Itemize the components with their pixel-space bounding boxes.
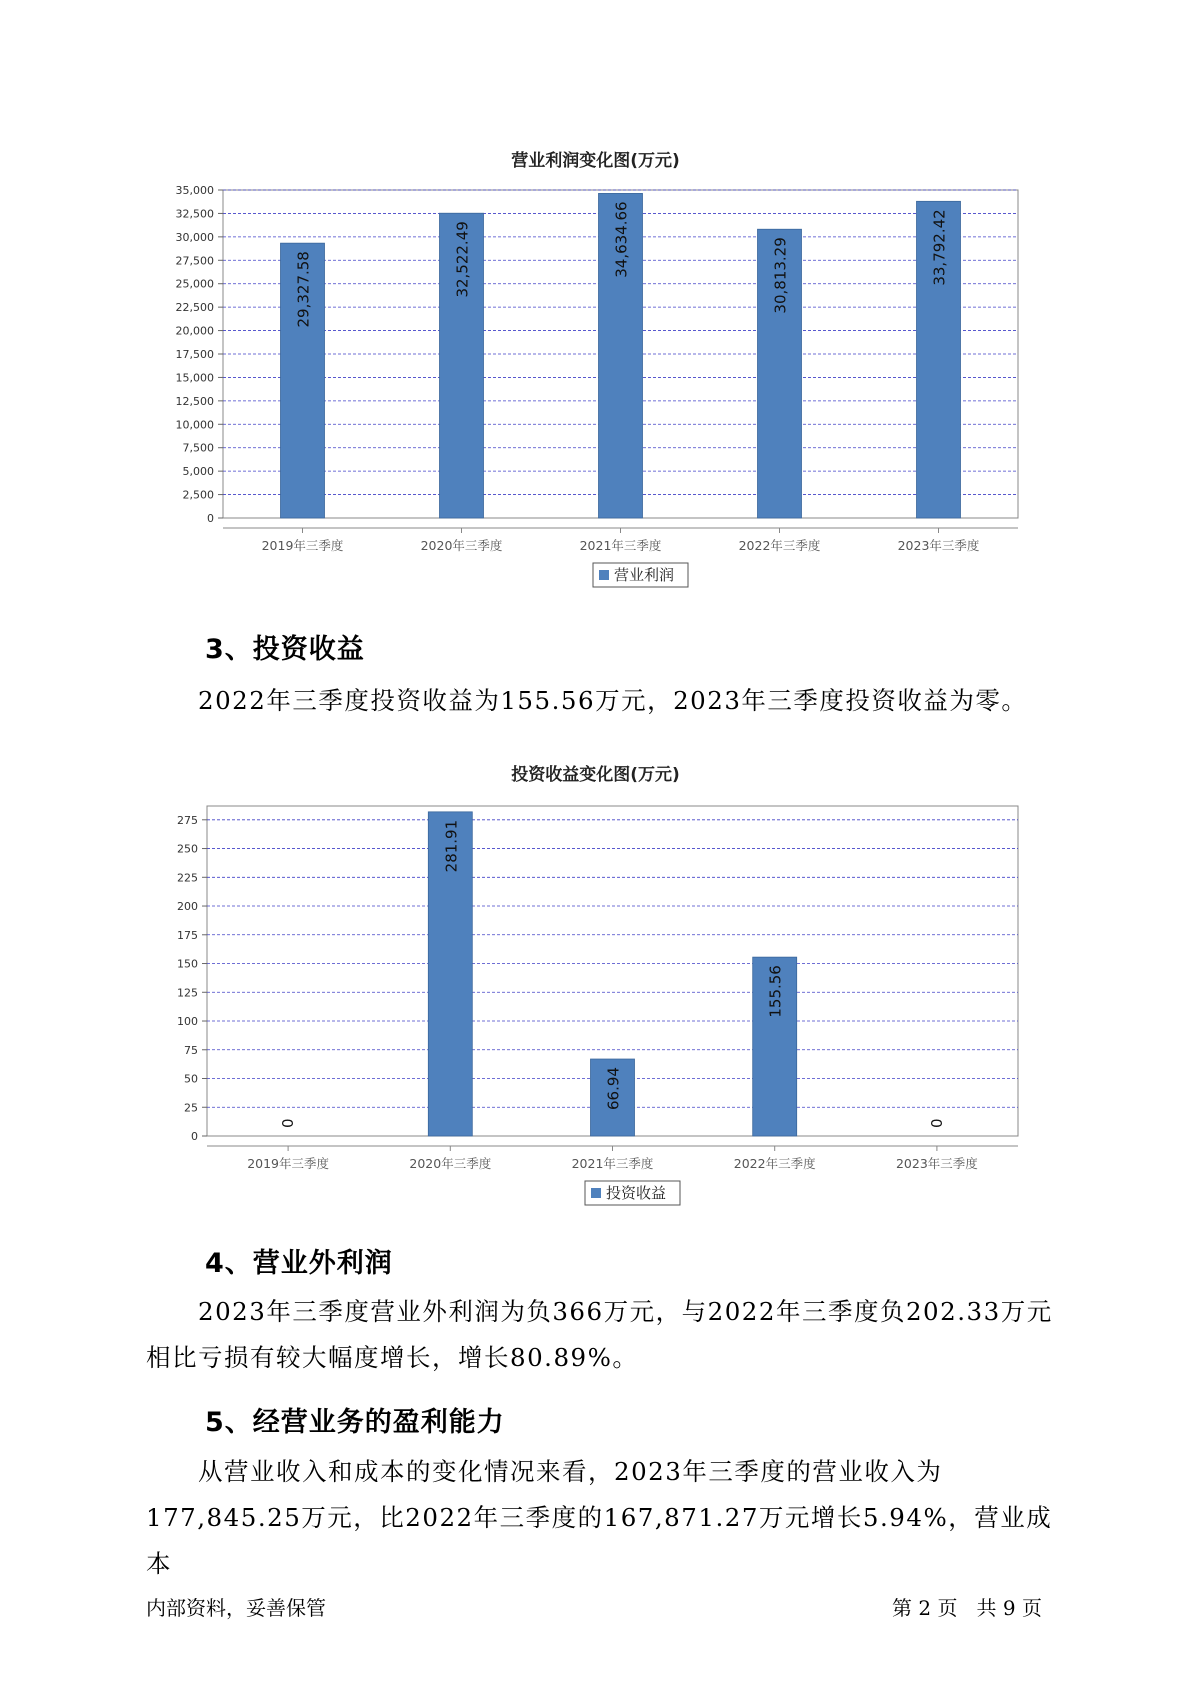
heading-non-operating-profit: 4、营业外利润 bbox=[205, 1248, 393, 1279]
heading-investment-income: 3、投资收益 bbox=[205, 634, 365, 665]
y-tick-label: 175 bbox=[177, 928, 198, 942]
non-operating-line-1: 2023年三季度营业外利润为负366万元，与2022年三季度负202.33万元 bbox=[198, 1297, 1053, 1326]
x-tick-label: 2022年三季度 bbox=[733, 1156, 816, 1171]
y-tick-label: 25,000 bbox=[175, 277, 214, 291]
y-tick-label: 5,000 bbox=[182, 465, 214, 479]
legend-label: 投资收益 bbox=[606, 1184, 667, 1202]
y-tick-label: 50 bbox=[184, 1072, 198, 1086]
x-tick-label: 2023年三季度 bbox=[897, 538, 980, 553]
y-tick-label: 17,500 bbox=[175, 348, 214, 361]
y-tick-label: 22,500 bbox=[175, 301, 214, 315]
y-tick-label: 0 bbox=[191, 1130, 198, 1143]
data-label: 155.56 bbox=[766, 965, 785, 1018]
y-tick-label: 25 bbox=[184, 1101, 198, 1115]
x-tick-label: 2023年三季度 bbox=[895, 1156, 978, 1171]
investment-income-text: 2022年三季度投资收益为155.56万元，2023年三季度投资收益为零。 bbox=[198, 686, 1028, 715]
y-tick-label: 200 bbox=[177, 900, 198, 914]
y-tick-label: 250 bbox=[177, 842, 198, 856]
y-tick-label: 35,000 bbox=[175, 184, 214, 197]
profitability-line-1: 从营业收入和成本的变化情况来看，2023年三季度的营业收入为 bbox=[198, 1457, 943, 1486]
y-tick-label: 30,000 bbox=[175, 230, 214, 244]
legend-swatch bbox=[599, 570, 609, 580]
paragraph-investment-income bbox=[146, 678, 1066, 724]
y-tick-label: 100 bbox=[177, 1015, 198, 1029]
legend-swatch bbox=[591, 1188, 601, 1198]
x-tick-label: 2021年三季度 bbox=[579, 538, 662, 553]
data-label: 66.94 bbox=[604, 1067, 623, 1110]
operating-profit-chart bbox=[0, 170, 1191, 590]
x-tick-label: 2019年三季度 bbox=[261, 538, 344, 553]
data-label: 0 bbox=[279, 1118, 298, 1128]
heading-profitability: 5、经营业务的盈利能力 bbox=[205, 1407, 505, 1438]
x-tick-label: 2021年三季度 bbox=[571, 1156, 654, 1171]
footer-page-number: 第 2 页 共 9 页 bbox=[892, 1596, 1042, 1620]
paragraph-profitability bbox=[146, 1449, 1066, 1587]
legend-label: 营业利润 bbox=[614, 566, 675, 584]
profitability-line-2: 177,845.25万元，比2022年三季度的167,871.27万元增长5.94%，营业成本 bbox=[146, 1503, 1053, 1578]
y-tick-label: 125 bbox=[177, 986, 198, 1000]
x-tick-label: 2022年三季度 bbox=[738, 538, 821, 553]
y-tick-label: 15,000 bbox=[175, 371, 214, 385]
y-tick-label: 275 bbox=[177, 813, 198, 827]
y-tick-label: 2,500 bbox=[182, 488, 214, 502]
y-tick-label: 0 bbox=[207, 512, 214, 525]
y-tick-label: 12,500 bbox=[175, 394, 214, 408]
x-tick-label: 2020年三季度 bbox=[409, 1156, 492, 1171]
data-label: 29,327.58 bbox=[294, 251, 313, 328]
y-tick-label: 150 bbox=[177, 957, 198, 971]
y-tick-label: 10,000 bbox=[175, 418, 214, 432]
data-label: 33,792.42 bbox=[930, 209, 949, 286]
non-operating-line-2: 相比亏损有较大幅度增长，增长80.89%。 bbox=[146, 1343, 639, 1372]
y-tick-label: 20,000 bbox=[175, 324, 214, 338]
data-label: 0 bbox=[927, 1118, 946, 1128]
y-tick-label: 225 bbox=[177, 871, 198, 885]
data-label: 281.91 bbox=[442, 819, 461, 873]
y-tick-label: 75 bbox=[184, 1043, 198, 1057]
x-tick-label: 2019年三季度 bbox=[247, 1156, 330, 1171]
y-tick-label: 7,500 bbox=[182, 441, 214, 455]
investment-income-chart bbox=[0, 790, 1191, 1210]
legend bbox=[593, 563, 688, 587]
paragraph-non-operating-profit bbox=[146, 1289, 1066, 1381]
x-tick-label: 2020年三季度 bbox=[420, 538, 503, 553]
legend bbox=[585, 1181, 680, 1205]
data-label: 30,813.29 bbox=[771, 237, 790, 314]
footer-confidential-note: 内部资料，妥善保管 bbox=[146, 1596, 326, 1620]
chart-title-operating-profit: 营业利润变化图(万元) bbox=[511, 151, 680, 171]
data-label: 34,634.66 bbox=[612, 201, 631, 278]
chart-title-investment-income: 投资收益变化图(万元) bbox=[511, 765, 680, 785]
y-tick-label: 32,500 bbox=[175, 207, 214, 221]
data-label: 32,522.49 bbox=[453, 221, 472, 298]
y-tick-label: 27,500 bbox=[175, 254, 214, 268]
